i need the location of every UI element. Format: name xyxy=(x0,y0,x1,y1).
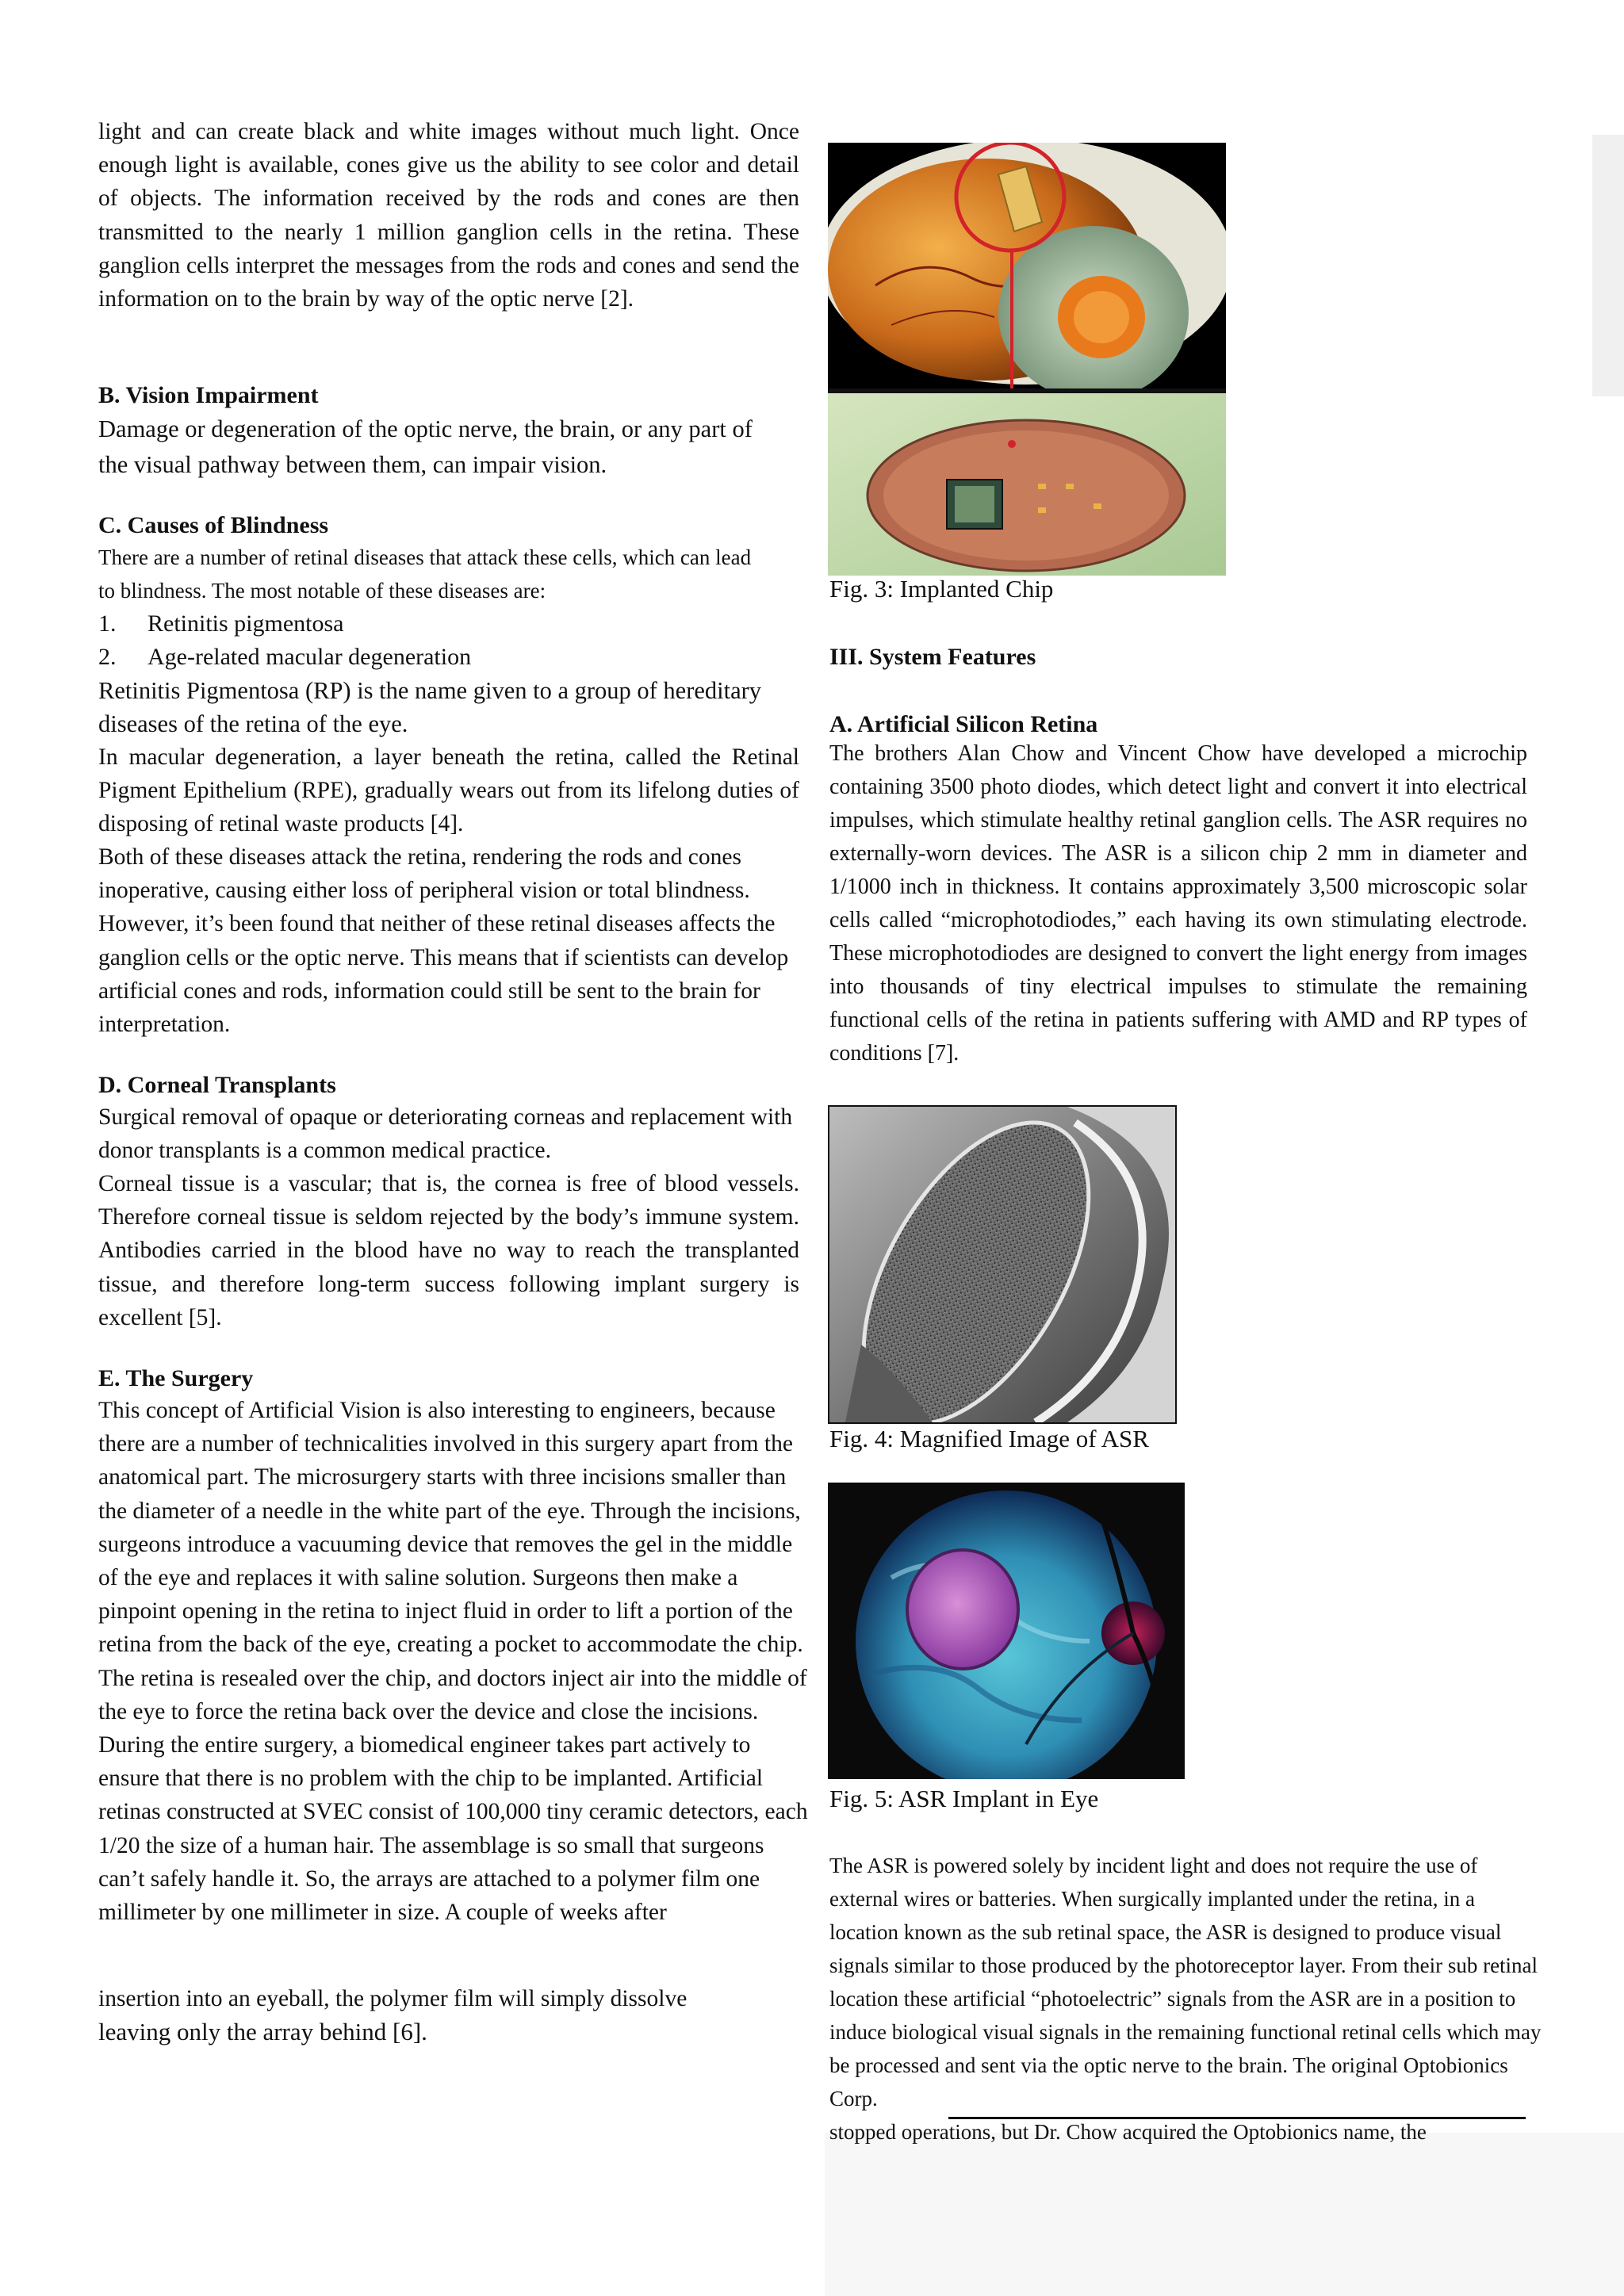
asr-power-paragraph-last-line: stopped operations, but Dr. Chow acquired the Optobionics name, the xyxy=(829,2120,1427,2144)
asr-paragraph: The brothers Alan Chow and Vincent Chow have developed a microchip containing 3500 photo diodes, which detect light and convert it into electrical impulses, which stimulate healthy retinal ganglion cells. The ASR requires no externally-worn devices. The ASR is a silicon chip 2 mm in diameter and 1/1000 inch in thickness. It contains approximately 3,500 microscopic solar cells called “microphotodiodes,” each having its own stimulating electrode. These microphotodiodes are designed to convert the light energy from images into thousands of tiny electrical impulses to stimulate the remaining functional cells of the retina in patients suffering with AMD and RP types of conditions [7]. xyxy=(829,741,1527,1066)
vision-impairment-paragraph: Damage or degeneration of the optic nerve, the brain, or any part of the visual pathway between them, can impair vision. xyxy=(98,415,753,478)
page-bottom-shade xyxy=(825,2133,1624,2296)
figure-magnified-asr xyxy=(828,1105,1177,1424)
surgery-paragraph-end-1: insertion into an eyeball, the polymer film will simply dissolve xyxy=(98,1986,688,2011)
rp-paragraph: Retinitis Pigmentosa (RP) is the name given to a group of hereditary diseases of the retina of the eye. xyxy=(98,677,762,737)
surgery-paragraph-end-2: leaving only the array behind [6]. xyxy=(98,2018,427,2045)
fig4-caption: Fig. 4: Magnified Image of ASR xyxy=(829,1425,1149,1452)
intro-paragraph: light and can create black and white images without much light. Once enough light is available, cones give us the ability to see color and detail of objects. The information received by the rods and cones are then transmitted to the nearly 1 million ganglion cells in the retina. These ganglion cells interpret the messages from the rods and cones and send the information on to the brain by way of the optic nerve [2]. xyxy=(98,119,799,312)
diseases-paragraph: Both of these diseases attack the retina, rendering the rods and cones inoperative, causing either loss of peripheral vision or total blindness. However, it’s been found that neither of these retinal diseases affects the ganglion cells or the optic nerve. This means that if scientists can develop artificial cones and rods, information could still be sent to the brain for interpretation. xyxy=(98,844,789,1038)
heading-the-surgery: E. The Surgery xyxy=(98,1365,254,1391)
heading-system-features: III. System Features xyxy=(829,644,1036,670)
macular-paragraph: In macular degeneration, a layer beneath the retina, called the Retinal Pigment Epithelium (RPE), gradually wears out from its lifelong duties of disposing of retinal waste products [4]. xyxy=(98,744,799,837)
asr-power-paragraph: The ASR is powered solely by incident light and does not require the use of external wires or batteries. When surgically implanted under the retina, in a location known as the sub retinal space, the ASR is designed to produce visual signals similar to those produced by the photoreceptor layer. From their sub retinal location these artificial “photoelectric” signals from the ASR are in a position to induce biological visual signals in the remaining functional retinal cells which may be processed and sent via the optic nerve to the brain. The original Optobionics Corp. xyxy=(829,1854,1542,2110)
disease-list xyxy=(98,607,471,674)
fig3-caption: Fig. 3: Implanted Chip xyxy=(829,575,1054,603)
heading-artificial-silicon-retina: A. Artificial Silicon Retina xyxy=(829,711,1098,737)
text-underline-rule xyxy=(948,2117,1526,2119)
figure-implanted-chip xyxy=(828,143,1226,576)
page-edge-shade xyxy=(1592,135,1624,396)
figure-asr-implant xyxy=(828,1483,1185,1779)
list-item: 1. Retinitis pigmentosa xyxy=(98,610,344,637)
implanted-chip-illustration xyxy=(828,143,1226,576)
fig5-caption: Fig. 5: ASR Implant in Eye xyxy=(829,1785,1099,1812)
heading-vision-impairment: B. Vision Impairment xyxy=(98,382,319,408)
magnified-asr-image xyxy=(829,1107,1175,1422)
corneal-paragraph-1: Surgical removal of opaque or deteriorating corneas and replacement with donor transplants is a common medical practice. xyxy=(98,1104,793,1164)
corneal-paragraph-2: Corneal tissue is a vascular; that is, the cornea is free of blood vessels. Therefore corneal tissue is seldom rejected by the body’s immune system. Antibodies carried in the blood have no way to reach the transplanted tissue, and therefore long-term success following implant surgery is excellent [5]. xyxy=(98,1171,799,1330)
causes-intro-paragraph: There are a number of retinal diseases that attack these cells, which can lead to blindness. The most notable of these diseases are: xyxy=(98,545,752,603)
heading-causes-of-blindness: C. Causes of Blindness xyxy=(98,512,329,538)
list-item: 2. Age-related macular degeneration xyxy=(98,644,472,670)
surgery-paragraph: This concept of Artificial Vision is also interesting to engineers, because there are a number of technicalities involved in this surgery apart from the anatomical part. The microsurgery starts with three incisions smaller than the diameter of a needle in the white part of the eye. Through the incisions, surgeons introduce a vacuuming device that removes the gel in the middle of the eye and replaces it with saline solution. Surgeons then make a pinpoint opening in the retina to inject fluid in order to lift a portion of the retina from the back of the eye, creating a pocket to accommodate the chip. The retina is resealed over the chip, and doctors inject air into the middle of the eye to force the retina back over the device and close the incisions. During the entire surgery, a biomedical engineer takes part actively to ensure that there is no problem with the chip to be implanted. Artificial retinas constructed at SVEC consist of 100,000 tiny ceramic detectors, each 1/20 the size of a human hair. The assemblage is so small that surgeons can’t safely handle it. So, the arrays are attached to a polymer film one millimeter by one millimeter in size. A couple of weeks after xyxy=(98,1398,808,1926)
asr-implant-fundus-image xyxy=(828,1483,1185,1779)
heading-corneal-transplants: D. Corneal Transplants xyxy=(98,1072,336,1098)
